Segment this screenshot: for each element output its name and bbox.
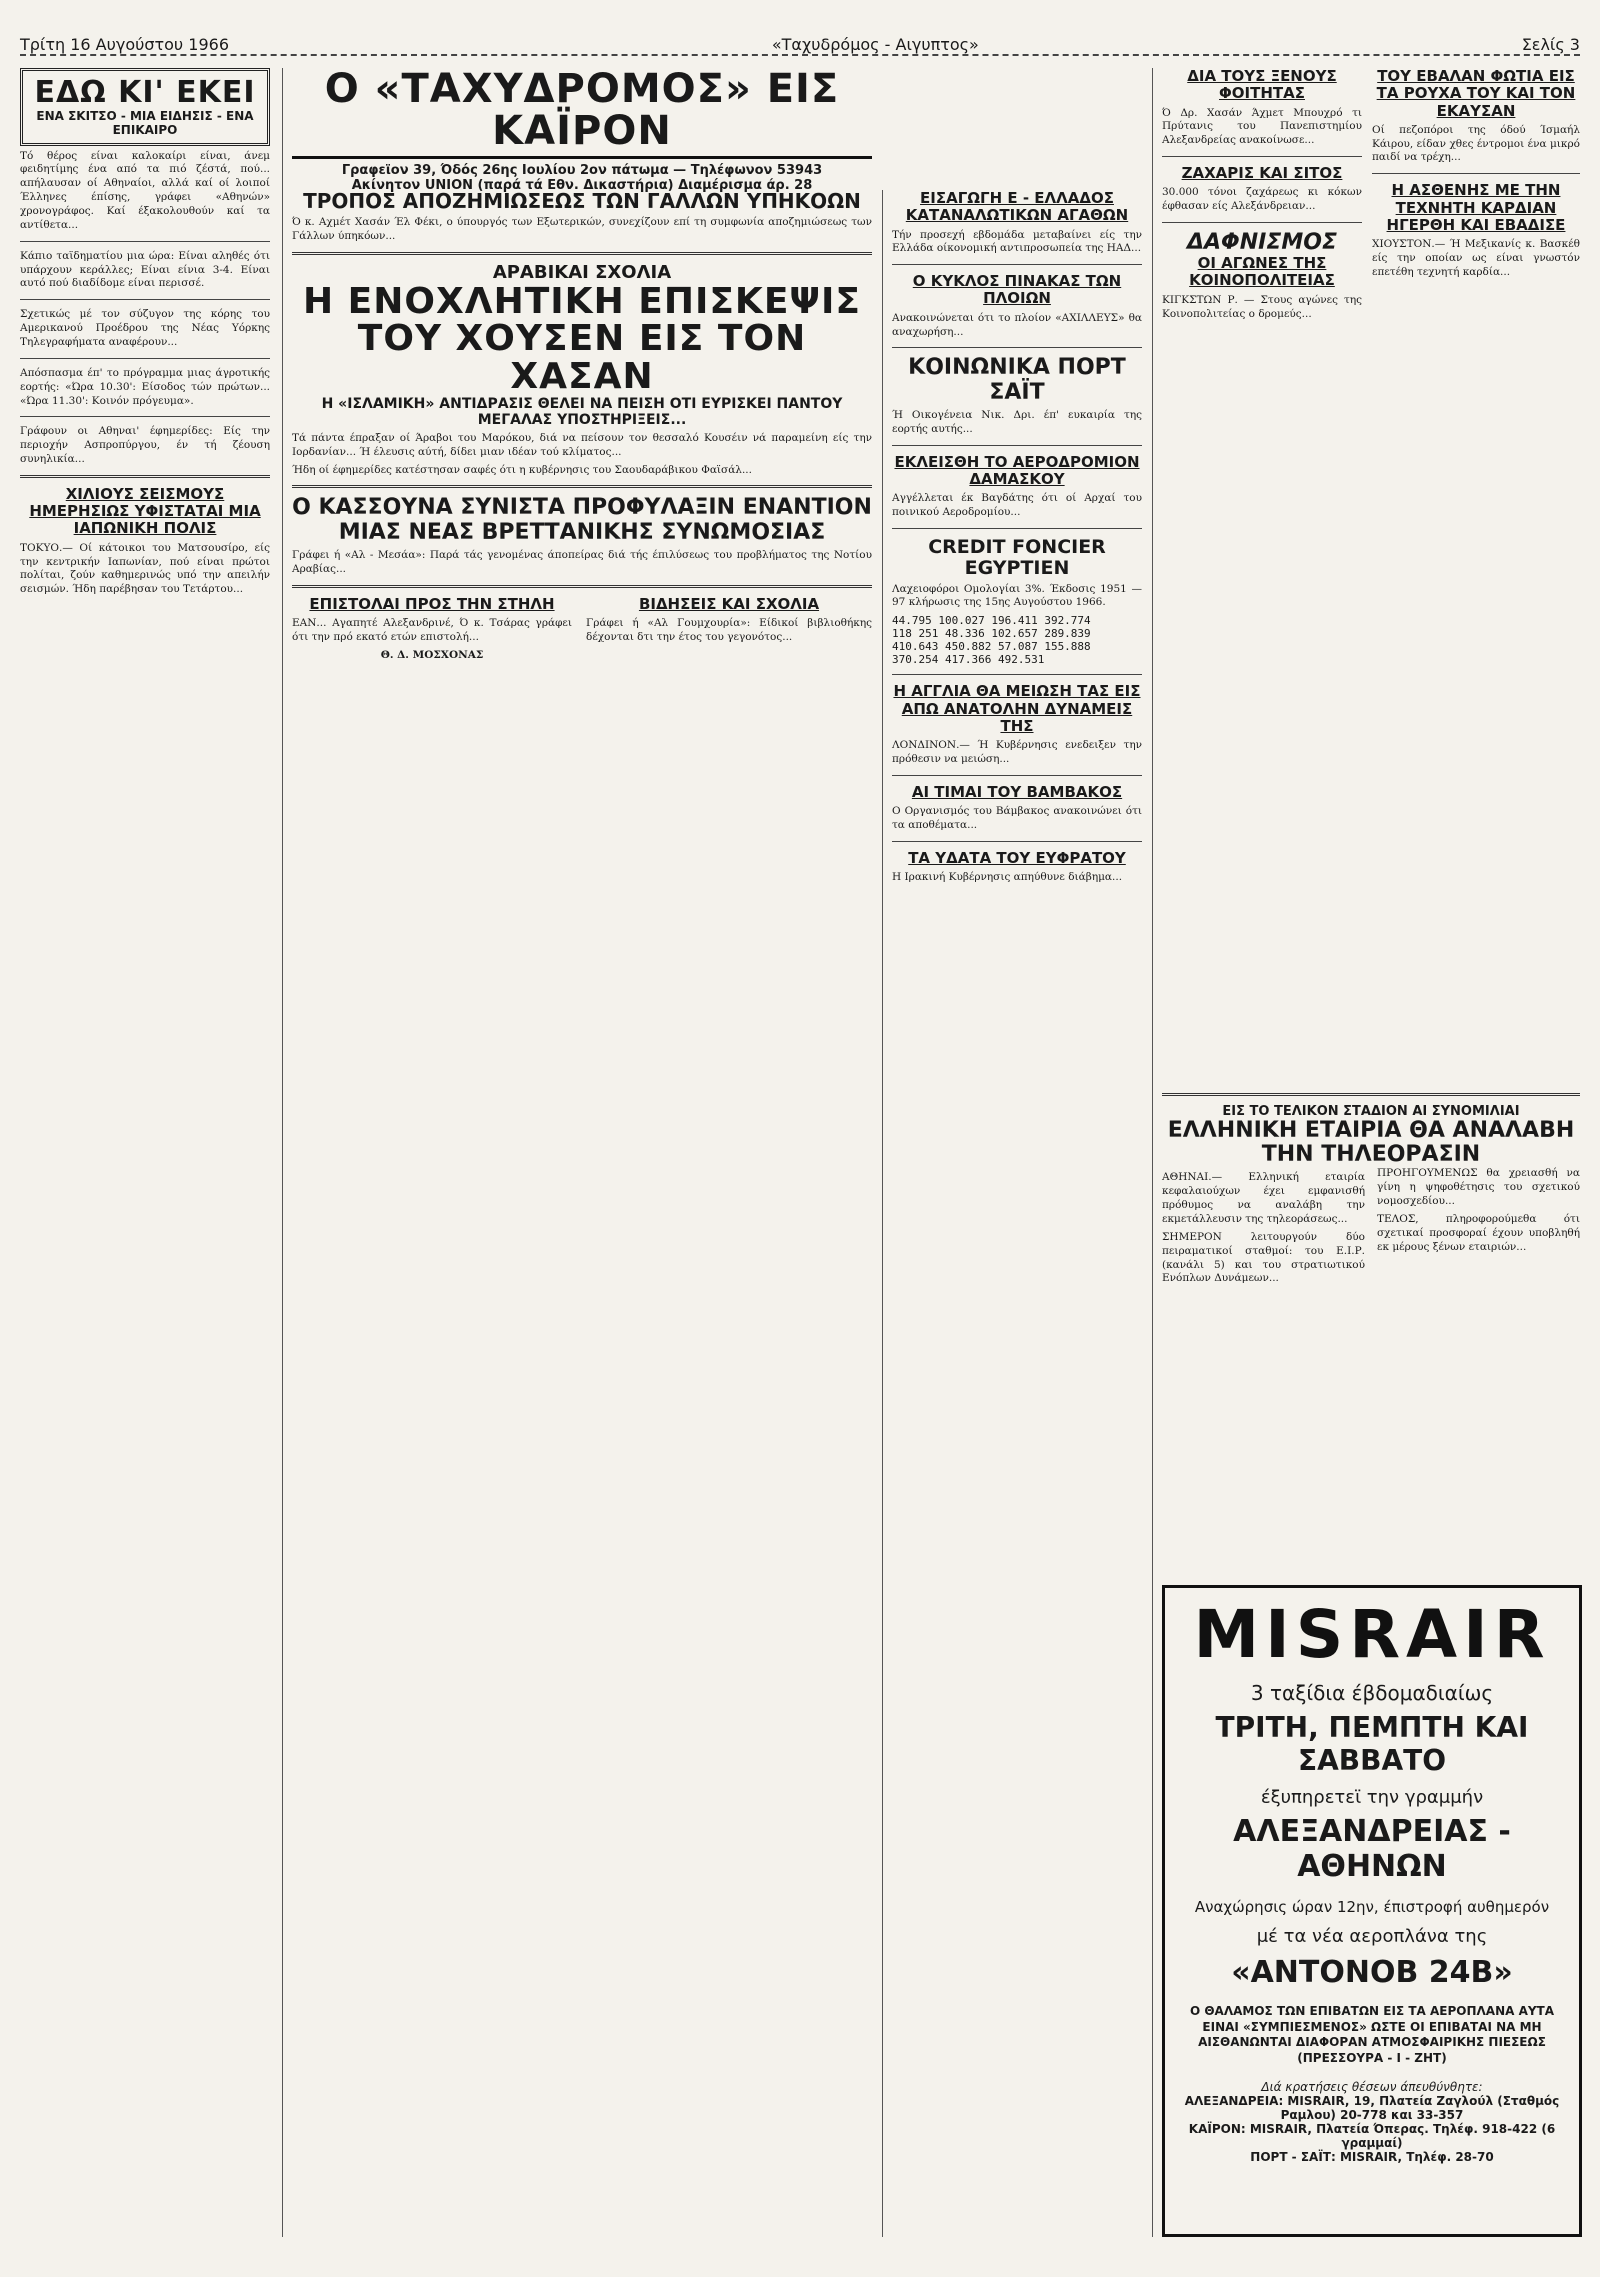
headline-england: Η ΑΓΓΛΙΑ ΘΑ ΜΕΙΩΣΗ ΤΑΣ ΕΙΣ ΑΠΩ ΑΝΑΤΟΛΗΝ ΔΥΝΑΜΕΙΣ ΤΗΣ [893, 682, 1141, 735]
ad-contact-intro: Διά κρατήσεις θέσεων άπευθύνθητε: [1261, 2080, 1483, 2095]
column-five [1162, 68, 1362, 1068]
headline-euphrates: ΤΑ ΥΔΑΤΑ ΤΟΥ ΕΥΦΡΑΤΟΥ [908, 848, 1126, 867]
article-text: Σχετικώς μέ τον σύζυγον της κόρης του Αμερικανού Προέδρου της Νέας Υόρκης Τηλεγραφήματα αναφέρουν... [20, 308, 270, 348]
headline-television: ΕΛΛΗΝΙΚΗ ΕΤΑΙΡΙΑ ΘΑ ΑΝΑΛΑΒΗ ΤΗΝ ΤΗΛΕΟΡΑΣΙΝ [1167, 1118, 1575, 1168]
column-center [292, 190, 872, 2237]
paper-name: «Ταχυδρόμος - Αιγυπτος» [771, 35, 979, 54]
ad-contact-alexandria: ΑΛΕΞΑΝΔΡΕΙΑ: MISRAIR, 19, Πλατεία Ζαγλούλ (Σταθμός Ραμλου) 20-778 και 33-357 [1184, 2094, 1560, 2123]
article-text: Αγγέλλεται έκ Βαγδάτης ότι οί Αρχαί του ποινικού Αεροδρομίου... [892, 492, 1142, 518]
headline-cotton: ΑΙ ΤΙΜΑΙ ΤΟΥ ΒΑΜΒΑΚΟΣ [911, 782, 1123, 801]
article-text: ΧΙΟΥΣΤΟΝ.— Ή Μεξικανίς κ. Βασκέθ είς την οποίαν ως είναι γνωστόν επετέθη τεχνητή καρδία... [1372, 238, 1580, 278]
divider [292, 485, 872, 488]
divider [892, 264, 1142, 265]
lottery-numbers: 370.254 417.366 492.531 [892, 653, 1045, 667]
column-rule [282, 68, 283, 2237]
lottery-numbers: 118 251 48.336 102.657 289.839 [892, 627, 1091, 641]
article-text: ΑΘΗΝΑΙ.— Ελληνική εταιρία κεφαλαιούχων έχει εμφανισθή πρόθυμος να αναλάβη την εκμετάλλευσιν της τηλεοράσεως... [1162, 1171, 1365, 1225]
article-text: ΚΙΓΚΣΤΩΝ Ρ. — Στους αγώνες της Κοινοπολιτείας ο δρομεύς... [1162, 293, 1362, 320]
ad-new-planes: μέ τα νέα αεροπλάνα της [1256, 1926, 1488, 1947]
article-text: ΣΗΜΕΡΟΝ λειτουργούν δύο πειραματικοί σταθμοί: του Ε.Ι.Ρ. (κανάλι 5) και του στρατιωτικού Ενόπλων Δυνάμεων... [1162, 1230, 1365, 1285]
divider [1162, 156, 1362, 157]
article-text: ΠΡΟΗΓΟΥΜΕΝΩΣ θα χρειασθή να γίνη η ψηφοθέτησις του σχετικού νομοσχεδίου... [1377, 1167, 1580, 1208]
article-text: Γράφει ή «Αλ Γουμχουρία»: Είδικοί βιβλιοθήκης δέχονται δτι την έτος του γεγονότος... [586, 616, 872, 643]
headline-kassouna: Ο ΚΑΣΣΟΥΝΑ ΣΥΝΙΣΤΑ ΠΡΟΦΥΛΑΞΙΝ ΕΝΑΝΤΙΟΝ ΜΙΑΣ ΝΕΑΣ ΒΡΕΤΤΑΝΙΚΗΣ ΣΥΝΩΜΟΣΙΑΣ [292, 495, 872, 545]
divider [1372, 173, 1580, 174]
column-six [1372, 68, 1580, 1068]
divider [20, 299, 270, 300]
divider [20, 475, 270, 478]
headline-imports: ΕΙΣΑΓΩΓΗ Ε - ΕΛΛΑΔΟΣ ΚΑΤΑΝΑΛΩΤΙΚΩΝ ΑΓΑΘΩΝ [905, 189, 1129, 225]
column-edo-ki-ekei [20, 68, 270, 2237]
column-rule [1152, 68, 1153, 2237]
article-text: Ο Οργανισμός του Βάμβακος ανακοινώνει ότι τα αποθέματα... [892, 804, 1142, 831]
ad-plane-model: «ΑΝΤΟΝΟΒ 24Β» [1231, 1955, 1513, 1990]
divider [20, 241, 270, 242]
article-text: ΕΑΝ... Αγαπητέ Αλεξανδρινέ, Ό κ. Τσάρας γράφει ότι την πρό εκατό ετών επιστολή... [292, 616, 572, 643]
headline-negotiations: ΕΙΣ ΤΟ ΤΕΛΙΚΟΝ ΣΤΑΔΙΟΝ ΑΙ ΣΥΝΟΜΙΛΙΑΙ [1222, 1104, 1520, 1119]
headline-earthquakes: ΧΙΛΙΟΥΣ ΣΕΙΣΜΟΥΣ ΗΜΕΡΗΣΙΩΣ ΥΦΙΣΤΑΤΑΙ ΜΙΑ ΙΑΠΩΝΙΚΗ ΠΟΛΙΣ [29, 484, 261, 538]
ad-frequency: 3 ταξίδια έβδομαδιαίως [1250, 1681, 1494, 1705]
article-text: Γράφουν οι Αθηναι' έφημερίδες: Είς την περιοχήν Ασπροπύργου, έν τή ζέουση συνηλικία... [20, 425, 270, 466]
office-address-1: Γραφεϊον 39, Όδός 26ης Ιουλίου 2ον πάτωμα — Τηλέφωνον 53943 [341, 163, 823, 178]
article-text: ΛΟΝΔΙΝΟΝ.— Ή Κυβέρνησις ενεδειξεν την πρόθεσιν να μειώση... [892, 739, 1142, 765]
divider [292, 252, 872, 255]
divider [292, 585, 872, 588]
ad-cabin-note: Ο ΘΑΛΑΜΟΣ ΤΩΝ ΕΠΙΒΑΤΩΝ ΕΙΣ ΤΑ ΑΕΡΟΠΛΑΝΑ ΑΥΤΑ ΕΙΝΑΙ «ΣΥΜΠΙΕΣΜΕΝΟΣ» ΩΣΤΕ ΟΙ ΕΠΙΒΑΤΑΙ ΝΑ ΜΗ ΑΙΣΘΑΝΩΝΤΑΙ ΔΙΑΦΟΡΑΝ ΑΤΜΟΣΦΑΙΡΙΚΗΣ ΠΙΕΣΕΩΣ (ΠΡΕΣΣΟΥΡΑ - Ι - ΖΗΤ) [1189, 2004, 1555, 2065]
divider [892, 445, 1142, 446]
article-text: Ό Δρ. Χασάν Άχμετ Μπουχρό τι Πρύτανις του Πανεπιστημίου Αλεξανδρείας ανακοίνωσε... [1162, 106, 1362, 147]
taxydromos-kairo-title: Ο «ΤΑΧΥΔΡΟΜΟΣ» ΕΙΣ ΚΑΪΡΟΝ [292, 68, 872, 159]
article-text: Οί πεζοπόροι της όδού Ίσμαήλ Κάιρου, είδαν χθες έντρομοι ένα μικρό παιδί να τρέχη... [1372, 123, 1580, 164]
lottery-numbers: 44.795 100.027 196.411 392.774 [892, 614, 1091, 628]
article-text: ΤΟΚΥΟ.— Οί κάτοικοι του Ματσουσίρο, είς την κεντρικήν Ιαπωνίαν, πού είναι πρώτοι πολίται, ζούν καθημερινώς υπό την απειλήν σεισμών. Ήδη παρέβησαν του Τετάρτου... [20, 541, 270, 596]
divider [20, 358, 270, 359]
column-rule [882, 190, 883, 2237]
divider [1162, 222, 1362, 223]
subheadline-islamic: Η «ΙΣΛΑΜΙΚΗ» ΑΝΤΙΔΡΑΣΙΣ ΘΕΛΕΙ ΝΑ ΠΕΙΣΗ ΟΤΙ ΕΥΡΙΣΚΕΙ ΠΑΝΤΟΥ ΜΕΓΑΛΑΣ ΥΠΟΣΤΗΡΙΞΕΙΣ... [321, 395, 843, 428]
article-text: Ή Οικογένεια Νικ. Δρι. έπ' ευκαιρία της εορτής αυτής... [892, 408, 1142, 435]
headline-letters: ΕΠΙΣΤΟΛΑΙ ΠΡΟΣ ΤΗΝ ΣΤΗΛΗ [309, 594, 555, 613]
article-text: Απόσπασμα έπ' το πρόγραμμα μιας άγροτικής εορτής: «Ώρα 10.30': Είσοδος τών πρώτων... «Ώρα 11.30': Κοινόν πρόγευμα». [20, 366, 270, 407]
headline-sugar-wheat: ΖΑΧΑΡΙΣ ΚΑΙ ΣΙΤΟΣ [1181, 164, 1343, 183]
ad-departure: Αναχώρησις ώραν 12ην, έπιστροφή αυθημερόν [1194, 1898, 1550, 1916]
daphnismos-logo: ΔΑΦΝΙΣΜΟΣ [1186, 230, 1337, 256]
arabic-comments-label: ΑΡΑΒΙΚΑΙ ΣΧΟΛΙΑ [492, 261, 672, 283]
article-text: Ανακοινώνεται ότι το πλοίον «ΑΧΙΛΛΕΥΣ» θα αναχωρήση... [892, 311, 1142, 338]
page-number: Σελίς 3 [1521, 35, 1580, 54]
column-four [892, 190, 1142, 2237]
headline-airport: ΕΚΛΕΙΣΘΗ ΤΟ ΑΕΡΟΔΡΟΜΙΟΝ ΔΑΜΑΣΚΟΥ [894, 452, 1140, 488]
ad-serves: έξυπηρετεϊ την γραμμήν [1260, 1787, 1484, 1808]
divider [892, 841, 1142, 842]
edo-ki-ekei-title: ΕΔΩ ΚΙ' ΕΚΕΙ [34, 75, 256, 110]
article-text: Λαχειοφόροι Ομολογίαι 3%. Έκδοσις 1951 — 97 κλήρωσις της 15ης Αυγούστου 1966. [892, 582, 1142, 609]
ad-route: ΑΛΕΞΑΝΔΡΕΙΑΣ - ΑΘΗΝΩΝ [1233, 1814, 1511, 1884]
headline-artificial-heart: Η ΑΣΘΕΝΗΣ ΜΕ ΤΗΝ ΤΕΧΝΗΤΗ ΚΑΡΔΙΑΝ ΗΓΕΡΘΗ ΚΑΙ ΕΒΑΔΙΣΕ [1386, 181, 1566, 234]
headline-compensation: ΤΡΟΠΟΣ ΑΠΟΖΗΜΙΩΣΕΩΣ ΤΩΝ ΓΑΛΛΩΝ ΥΠΗΚΟΩΝ [303, 189, 861, 213]
headline-fire: ΤΟΥ ΕΒΑΛΑΝ ΦΩΤΙΑ ΕΙΣ ΤΑ ΡΟΥΧΑ ΤΟΥ ΚΑΙ ΤΟΝ ΕΚΑΥΣΑΝ [1376, 67, 1576, 120]
article-text: Ό κ. Αχμέτ Χασάν Έλ Φέκι, ο ύπουργός των Εξωτερικών, συνεχίζουν επί τη συμφωνία αποζημιώσεως των Γάλλων ύπηκόων... [292, 216, 872, 242]
divider [20, 416, 270, 417]
article-text: Τό θέρος είναι καλοκαίρι είναι, άνεμ φειδητίμης ένα από τα πιό ζέστά, πού... απήλαυσαν οί Αθηναίοι, αλλά καί οί λοιποί Έλληνες έπίσης, γράφει «Αθηνών» χρονογράφος. Καί έξακολουθούν καί τα αντίθετα... [20, 149, 270, 231]
headline-credit-foncier: CREDIT FONCIER EGYPTIEN [928, 535, 1106, 579]
news-comments-section [586, 596, 872, 667]
tv-article [1162, 1085, 1580, 1565]
article-text: Η Ιρακινή Κυβέρνησις απηύθυνε διάβημα... [892, 870, 1123, 883]
headline-foreign-students: ΔΙΑ ΤΟΥΣ ΞΕΝΟΥΣ ΦΟΙΤΗΤΑΣ [1187, 67, 1337, 103]
divider [1162, 1093, 1580, 1096]
edo-ki-ekei-header [20, 68, 270, 146]
article-text: Κάπιο ταϊδηματίου μια ώρα: Είναι αληθές ότι υπάρχουν κεράλλες; Είναι είνια 3-4. Είναι αυτό πού διαδίδομε είναι περισσέ. [20, 249, 270, 290]
divider [892, 528, 1142, 529]
misrair-logo: MISRAIR [1193, 1596, 1551, 1673]
edo-ki-ekei-subtitle: ΕΝΑ ΣΚΙΤΣΟ - ΜΙΑ ΕΙΔΗΣΙΣ - ΕΝΑ ΕΠΙΚΑΙΡΟ [36, 108, 254, 137]
article-text: Γράφει ή «Αλ - Μεσάα»: Παρά τάς γενομένας άποπείρας διά τής έπιλύσεως του προβλήματος της Νοτίου Αραβίας... [292, 548, 872, 575]
masthead [20, 20, 1580, 56]
article-text: Τήν προσεχή εβδομάδα μεταβαίνει είς την Ελλάδα οίκονομική αντιπροσωπεία της ΗΑΔ... [892, 228, 1142, 255]
ad-contact-portsaid: ΠΟΡΤ - ΣΑΪΤ: MISRAIR, Τηλέφ. 28-70 [1250, 2150, 1494, 2165]
lower-split [292, 596, 872, 667]
office-address-2: Ακίνητον UNION (παρά τά Εθν. Δικαστήρια) Διαμέρισμα άρ. 28 [351, 178, 813, 193]
tv-article-body [1162, 1167, 1580, 1286]
divider [892, 775, 1142, 776]
article-text: Τά πάντα έπραξαν οί Άραβοι του Μαρόκου, διά να πείσουν τον θεσσαλό Κουσέιν νά παραμείνη είς την Ιορδανίαν... Ή έλευσις αύτή, δίδει μιαν ιδέαν τού κλίματος... [292, 431, 872, 458]
lottery-numbers: 410.643 450.882 57.087 155.888 [892, 640, 1091, 654]
headline-hussein-visit: Η ΕΝΟΧΛΗΤΙΚΗ ΕΠΙΣΚΕΨΙΣ ΤΟΥ ΧΟΥΣΕΝ ΕΙΣ ΤΟΝ ΧΑΣΑΝ [302, 280, 861, 398]
center-banner [292, 66, 1142, 193]
divider [892, 674, 1142, 675]
misrair-ad [1162, 1585, 1582, 2237]
signature: Θ. Δ. ΜΟΣΧΟΝΑΣ [380, 648, 484, 661]
headline-commonwealth: ΟΙ ΑΓΩΝΕΣ ΤΗΣ ΚΟΙΝΟΠΟΛΙΤΕΙΑΣ [1189, 254, 1335, 290]
ad-days: ΤΡΙΤΗ, ΠΕΜΠΤΗ ΚΑΙ ΣΑΒΒΑΤΟ [1215, 1711, 1529, 1777]
headline-social: ΚΟΙΝΩΝΙΚΑ ΠΟΡΤ ΣΑΪΤ [908, 355, 1126, 405]
divider [892, 347, 1142, 348]
article-text: 30.000 τόνοι ζαχάρεως κι κόκων έφθασαν είς Αλεξάνδρειαν... [1162, 186, 1362, 213]
headline-ships: Ο ΚΥΚΛΟΣ ΠΙΝΑΚΑΣ ΤΩΝ ΠΛΟΙΩΝ [912, 272, 1122, 308]
article-text: ΤΕΛΟΣ, πληροφορούμεθα ότι σχετικαί προσφοραί έχουν υποβληθή εκ μέρους ξένων εταιριών... [1377, 1212, 1580, 1253]
issue-date: Τρίτη 16 Αυγούστου 1966 [20, 35, 229, 54]
headline-news-comments: ΒΙΔΗΣΕΙΣ ΚΑΙ ΣΧΟΛΙΑ [638, 594, 820, 613]
ad-contact-cairo: ΚΑΪΡΟΝ: MISRAIR, Πλατεία Όπερας. Τηλέφ. 918-422 (6 γραμμαί) [1188, 2122, 1556, 2151]
article-text: Ήδη οί έφημερίδες κατέστησαν σαφές ότι η κυβέρνησις του Σαουδαράβικου Φαϊσάλ... [292, 463, 752, 476]
letters-section [292, 596, 572, 667]
newspaper-page [20, 20, 1580, 2237]
